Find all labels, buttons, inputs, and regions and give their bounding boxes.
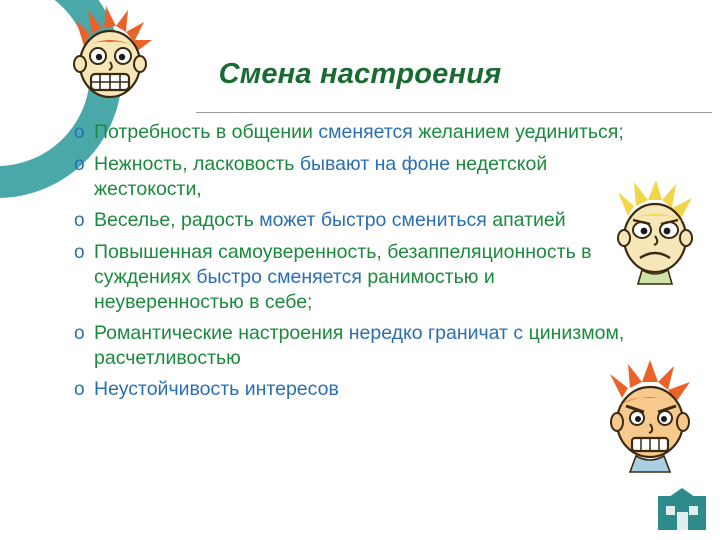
list-item [74, 208, 640, 234]
list-item [74, 321, 640, 371]
bullet-marker-icon: o [74, 242, 85, 263]
list-item-text: Нежность, ласковость бывают на фоне недетской жестокости, [94, 153, 548, 200]
bullet-marker-icon: o [74, 379, 85, 400]
home-button[interactable] [658, 486, 706, 530]
bullet-list [74, 120, 640, 409]
list-item-text: Неустойчивость интересов [94, 378, 339, 400]
list-item-text: Романтические настроения нередко граничат с цинизмом, расчетливостью [94, 322, 625, 369]
list-item [74, 152, 640, 202]
list-item [74, 240, 640, 315]
list-item [74, 120, 640, 146]
list-item-text: Веселье, радость может быстро смениться апатией [94, 209, 566, 231]
bullet-marker-icon: o [74, 323, 85, 344]
list-item [74, 377, 640, 403]
bullet-marker-icon: o [74, 210, 85, 231]
title-divider [196, 112, 712, 113]
list-item-text: Повышенная самоуверенность, безаппеляционность в суждениях быстро сменяется ранимостью и неуверенностью в себе; [94, 241, 592, 313]
slide-title-container [0, 58, 720, 91]
page-title: Смена настроения [218, 58, 502, 90]
bullet-marker-icon: o [74, 154, 85, 175]
bullet-marker-icon: o [74, 122, 85, 143]
list-item-text: Потребность в общении сменяется желанием уединиться; [94, 121, 624, 143]
